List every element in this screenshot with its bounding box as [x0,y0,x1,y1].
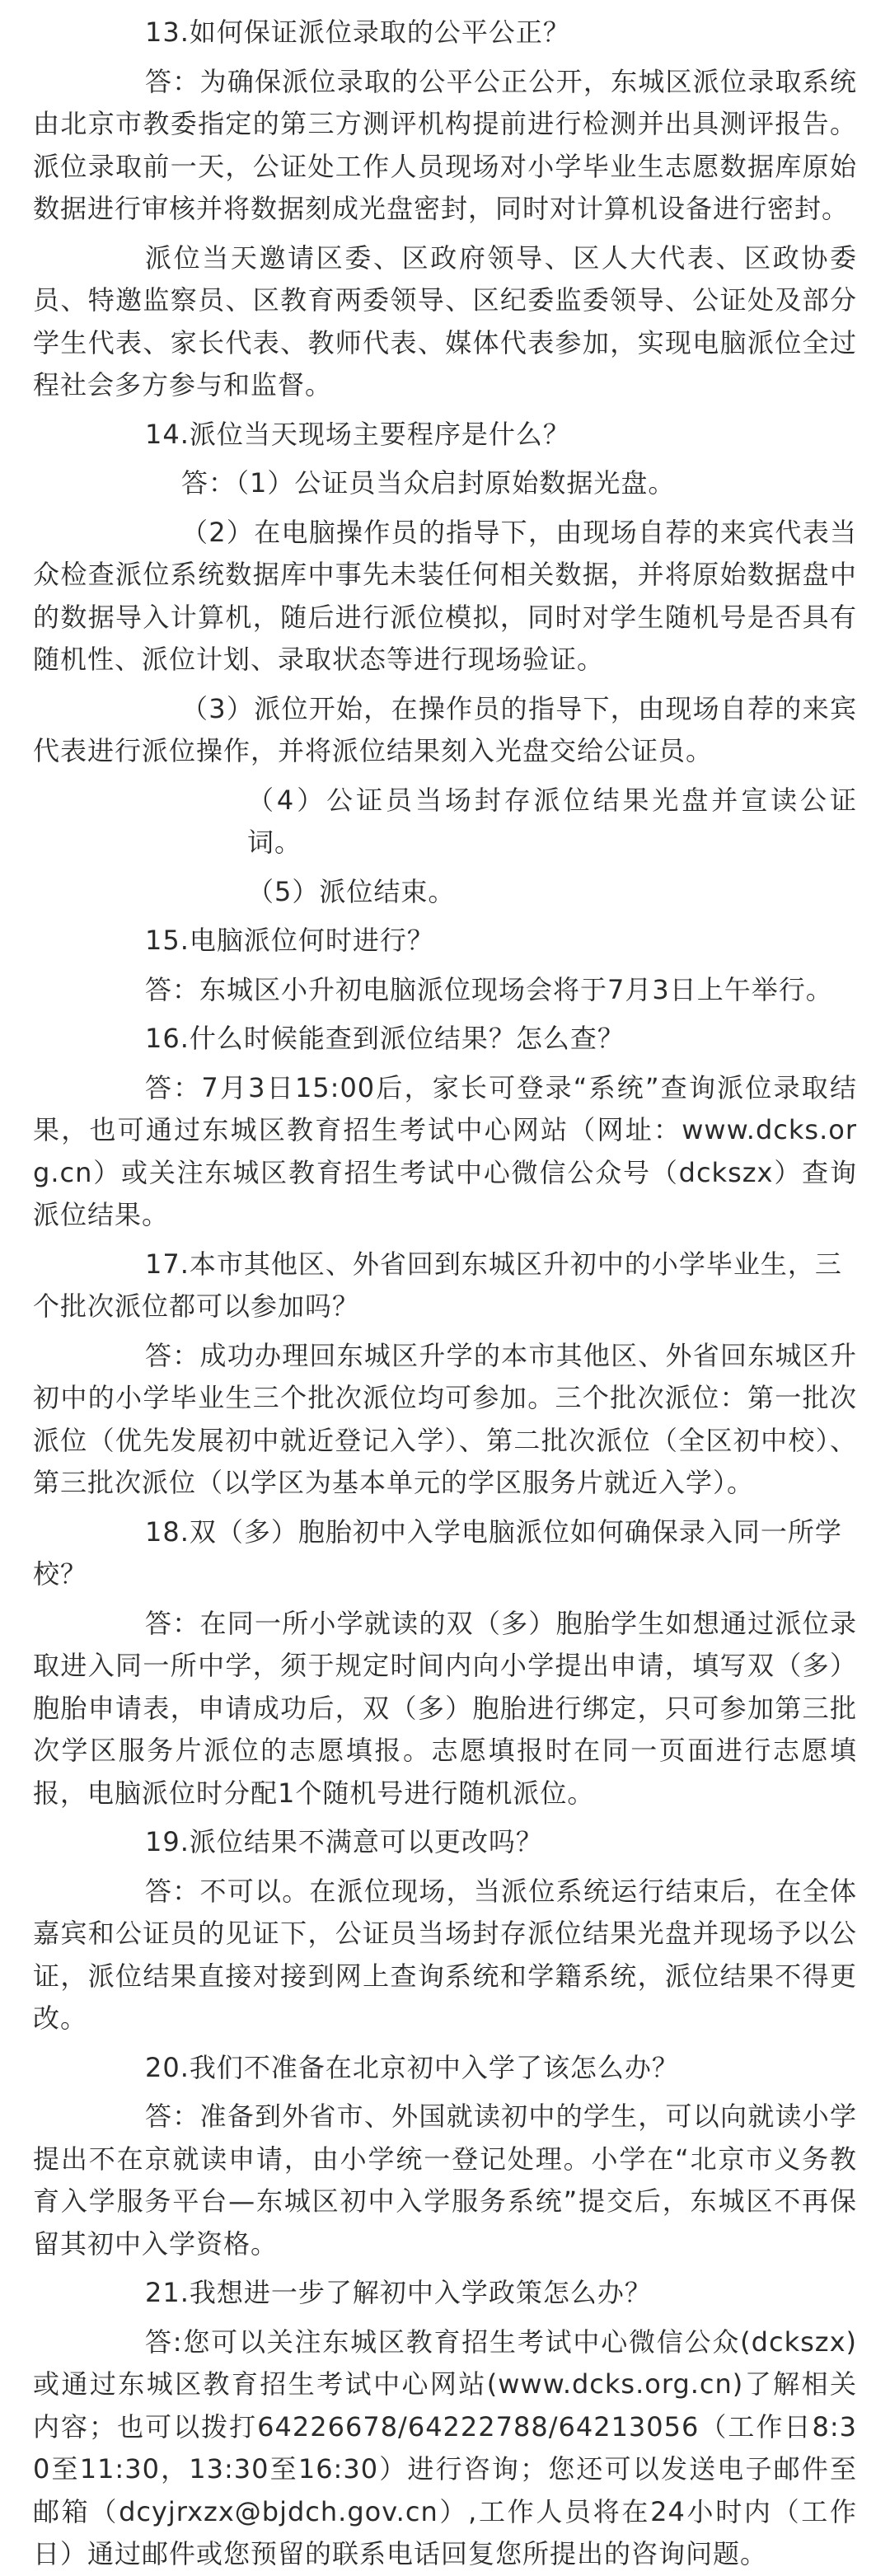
question-17: 17.本市其他区、外省回到东城区升初中的小学毕业生，三个批次派位都可以参加吗？ [33,1248,842,1322]
answer-20: 答：准备到外省市、外国就读初中的学生，可以向就读小学提出不在京就读申请，由小学统一登记处理。小学在“北京市义务教育入学服务平台—东城区初中入学服务系统”提交后，东城区不再保留其初中入学资格。 [33,2101,857,2260]
question-14: 14.派位当天现场主要程序是什么？ [145,418,570,450]
question-21: 21.我想进一步了解初中入学政策怎么办？ [145,2277,652,2308]
answer-15: 答：东城区小升初电脑派位现场会将于7月3日上午举行。 [145,973,833,1005]
answer-19: 答：不可以。在派位现场，当派位系统运行结束后，在全体嘉宾和公证员的见证下，公证员当场封存派位结果光盘并现场予以公证，派位结果直接对接到网上查询系统和学籍系统，派位结果不得更改。 [33,1875,857,2034]
question-19: 19.派位结果不满意可以更改吗？ [145,1826,543,1857]
question-13: 13.如何保证派位录取的公平公正？ [145,16,570,48]
answer-14-step-5: （5）派位结束。 [247,875,456,907]
answer-21: 答:您可以关注东城区教育招生考试中心微信公众(dckszx)或通过东城区教育招生考试中心网站(www.dcks.org.cn)了解相关内容；也可以拨打64226678/64222788/64213056（工作日8:30至11:30，13:30至16:30）进行咨询；您还可以发送电子邮件至邮箱（dcyjrxzx@bjdch.gov.cn）,工作人员将在24小时内（工作日）通过邮件或您预留的联系电话回复您所提出的咨询问题。 [33,2325,857,2569]
answer-14-step-4: （4）公证员当场封存派位结果光盘并宣读公证词。 [247,784,857,858]
question-18: 18.双（多）胞胎初中入学电脑派位如何确保录入同一所学校？ [33,1515,842,1590]
answer-13-extra: 派位当天邀请区委、区政府领导、区人大代表、区政协委员、特邀监察员、区教育两委领导、区纪委监委领导、公证处及部分学生代表、家长代表、教师代表、媒体代表参加，实现电脑派位全过程社会多方参与和监督。 [33,241,857,400]
answer-16: 答：7月3日15:00后，家长可登录“系统”查询派位录取结果，也可通过东城区教育招生考试中心网站（网址：www.dcks.org.cn）或关注东城区教育招生考试中心微信公众号（dckszx）查询派位结果。 [33,1071,857,1230]
question-20: 20.我们不准备在北京初中入学了该怎么办？ [145,2051,679,2083]
answer-14-step-1: 答：（1）公证员当众启封原始数据光盘。 [181,467,676,499]
answer-14-step-2: （2）在电脑操作员的指导下，由现场自荐的来宾代表当众检查派位系统数据库中事先未装任何相关数据，并将原始数据盘中的数据导入计算机，随后进行派位模拟，同时对学生随机号是否具有随机性、派位计划、录取状态等进行现场验证。 [33,516,857,675]
question-16: 16.什么时候能查到派位结果？怎么查？ [145,1023,625,1054]
question-15: 15.电脑派位何时进行？ [145,925,434,956]
answer-18: 答：在同一所小学就读的双（多）胞胎学生如想通过派位录取进入同一所中学，须于规定时间内向小学提出申请，填写双（多）胞胎申请表，申请成功后，双（多）胞胎进行绑定，只可参加第三批次学区服务片派位的志愿填报。志愿填报时在同一页面进行志愿填报，电脑派位时分配1个随机号进行随机派位。 [33,1607,857,1809]
answer-17: 答：成功办理回东城区升学的本市其他区、外省回东城区升初中的小学毕业生三个批次派位均可参加。三个批次派位：第一批次派位（优先发展初中就近登记入学）、第二批次派位（全区初中校）、第三批次派位（以学区为基本单元的学区服务片就近入学）。 [33,1339,857,1498]
answer-14-step-3: （3）派位开始，在操作员的指导下，由现场自荐的来宾代表进行派位操作，并将派位结果刻入光盘交给公证员。 [33,692,857,766]
answer-13: 答：为确保派位录取的公平公正公开，东城区派位录取系统由北京市教委指定的第三方测评机构提前进行检测并出具测评报告。派位录取前一天，公证处工作人员现场对小学毕业生志愿数据库原始数据进行审核并将数据刻成光盘密封，同时对计算机设备进行密封。 [33,65,857,224]
